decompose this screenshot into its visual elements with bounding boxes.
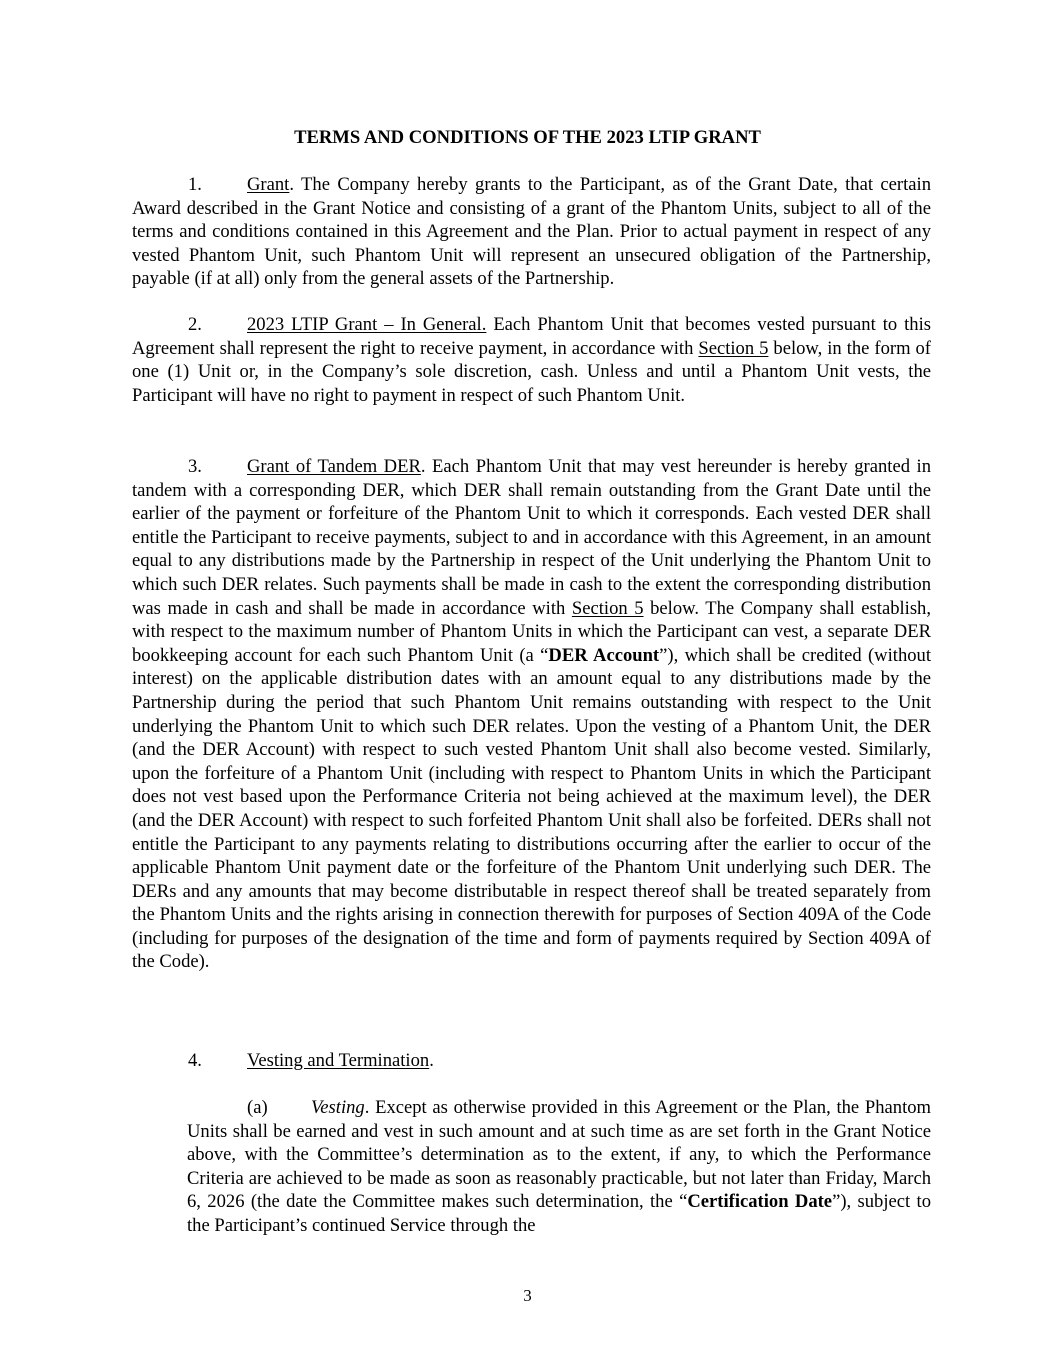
section-body: below, in the form of one (1) Unit or, in the Company’s sole discretion, cash. Unless and until a Phantom Unit vests, the Participant will have no right to payment in respect of such Phantom Unit. [132,337,932,406]
section-heading: Vesting and Termination [247,1050,430,1071]
subsection-label: (a) [247,1097,268,1118]
page-number: 3 [523,1286,532,1305]
section-reference: Section 5 [571,597,644,619]
subsection-body: Except as otherwise provided in this Agreement or the Plan, the Phantom Units shall be earned and vest in such amount and at such time as are set forth in the Grant Notice above, with the Committee’s determination as to the extent, if any, to which the Performance Criteria are achieved to be made as soon as reasonably practicable, but not later than Friday, March 6, 2026 (the date the Committee makes such determination, the “ [187,1097,931,1213]
section-1-paragraph: 1. Grant. The Company hereby grants to the Participant, as of the Grant Date, that certain Award described in the Grant Notice and consisting of a grant of the Phantom Units, subject to all of the terms and conditions contained in this Agreement and the Plan. Prior to actual payment in respect of any vested Phantom Unit, such Phantom Unit will represent an unsecured obligation of the Partnership, payable (if at all) only from the general assets of the Partnership. [132,174,931,290]
section-body: Each Phantom Unit that may vest hereunder is hereby granted in tandem with a corresponding DER, which DER shall remain outstanding from the Grant Date until the earlier of the payment or forfeiture of the Phantom Unit to which it corresponds. Each vested DER shall entitle the Participant to receive payments, subject to and in accordance with this Agreement, in an amount equal to any distributions made by the Partnership in respect of the Unit underlying the Phantom Unit to which such DER relates. Such payments shall be made in cash to the extent the corresponding distribution was made in cash and shall be made in accordance with [132,456,931,619]
section-number: 4. [188,1050,202,1071]
section-number: 1. [188,174,202,195]
section-3-paragraph: 3. Grant of Tandem DER. Each Phantom Unit that may vest hereunder is hereby granted in tandem with a corresponding DER, which DER shall remain outstanding from the Grant Date until the earlier of the payment or forfeiture of the Phantom Unit to which it corresponds. Each vested DER shall entitle the Participant to receive payments, subject to and in accordance with this Agreement, in an amount equal to any distributions made by the Partnership in respect of the Unit underlying the Phantom Unit to which such DER relates. Such payments shall be made in cash to the extent the corresponding distribution was made in cash and shall be made in accordance with Section 5 below. The Company shall establish, with respect to the maximum number of Phantom Units in which the Participant can vest, a separate DER bookkeeping account for each such Phantom Unit (a “DER Account”), which shall be credited (without interest) on the applicable distribution dates with an amount equal to any distributions made by the Partnership during the period that such Phantom Unit remains outstanding with respect to the Unit underlying the Phantom Unit to which such DER relates. Upon the vesting of a Phantom Unit, the DER (and the DER Account) with respect to such vested Phantom Unit shall also become vested. Similarly, upon the forfeiture of a Phantom Unit (including with respect to Phantom Units in which the Participant does not vest based upon the Performance Criteria not being achieved at the maximum level), the DER (and the DER Account) with respect to such forfeited Phantom Unit shall also be forfeited. DERs shall not entitle the Participant to any payments relating to distributions occurring after the earlier to occur of the applicable Phantom Unit payment date or the forfeiture of the Phantom Unit underlying such DER. The DERs and any amounts that may become distributable in respect thereof shall be treated separately from the Phantom Units and the rights arising in connection therewith for purposes of Section 409A of the Code (including for purposes of the designation of the time and form of payments required by Section 409A of the Code). [132,456,932,973]
subsection-body: ”), subject to the Participant’s continued Service through the [187,1191,931,1236]
section-heading: Grant of Tandem DER [247,456,421,477]
section-number: 2. [188,314,202,335]
section-2-paragraph [132,313,931,407]
section-body: The Company hereby grants to the Participant, as of the Grant Date, that certain Award described in the Grant Notice and consisting of a grant of the Phantom Units, subject to all of the terms and conditions contained in this Agreement and the Plan. Prior to actual payment in respect of any vested Phantom Unit, such Phantom Unit will represent an unsecured obligation of the Partnership, payable (if at all) only from the general assets of the Partnership. [132,174,931,290]
section-number: 3. [188,456,202,477]
subsection-a-paragraph: (a) Vesting. Except as otherwise provided in this Agreement or the Plan, the Phantom Units shall be earned and vest in such amount and at such time as are set forth in the Grant Notice above, with the Committee’s determination as to the extent, if any, to which the Performance Criteria are achieved to be made as soon as reasonably practicable, but not later than Friday, March 6, 2026 (the date the Committee makes such determination, the “Certification Date”), subject to the Participant’s continued Service through the [187,1097,931,1236]
section-body: ”), which shall be credited (without interest) on the applicable distribution dates with an amount equal to any distributions made by the Partnership during the period that such Phantom Unit remains outstanding with respect to the Unit underlying the Phantom Unit to which such DER relates. Upon the vesting of a Phantom Unit, the DER (and the DER Account) with respect to such vested Phantom Unit shall also become vested. Similarly, upon the forfeiture of a Phantom Unit (including with respect to Phantom Units in which the Participant does not vest based upon the Performance Criteria not being achieved at the maximum level), the DER (and the DER Account) with respect to such forfeited Phantom Unit shall also be forfeited. DERs shall not entitle the Participant to any payments relating to distributions occurring after the earlier to occur of the applicable Phantom Unit payment date or the forfeiture of the Phantom Unit underlying such DER. The DERs and any amounts that may become distributable in respect thereof shall be treated separately from the Phantom Units and the rights arising in connection therewith for purposes of Section 409A of the Code (including for purposes of the designation of the time and form of payments required by Section 409A of the Code). [132,644,932,973]
section-heading: 2023 LTIP Grant – In General. [247,314,487,335]
defined-term: Certification Date [687,1191,833,1213]
subsection-heading: Vesting [311,1097,365,1118]
defined-term: DER Account [548,644,660,666]
section-body: Each Phantom Unit that becomes vested pursuant to this Agreement shall represent the right to receive payment, in accordance with [132,314,931,359]
section-heading: Grant [247,174,290,195]
section-reference: Section 5 [698,337,769,359]
section-4-heading: 4. Vesting and Termination. [188,1050,434,1071]
document-title: TERMS AND CONDITIONS OF THE 2023 LTIP GRANT [294,127,761,148]
section-body: below. The Company shall establish, with respect to the maximum number of Phantom Units in which the Participant can vest, a separate DER bookkeeping account for each such Phantom Unit (a “ [132,597,932,666]
